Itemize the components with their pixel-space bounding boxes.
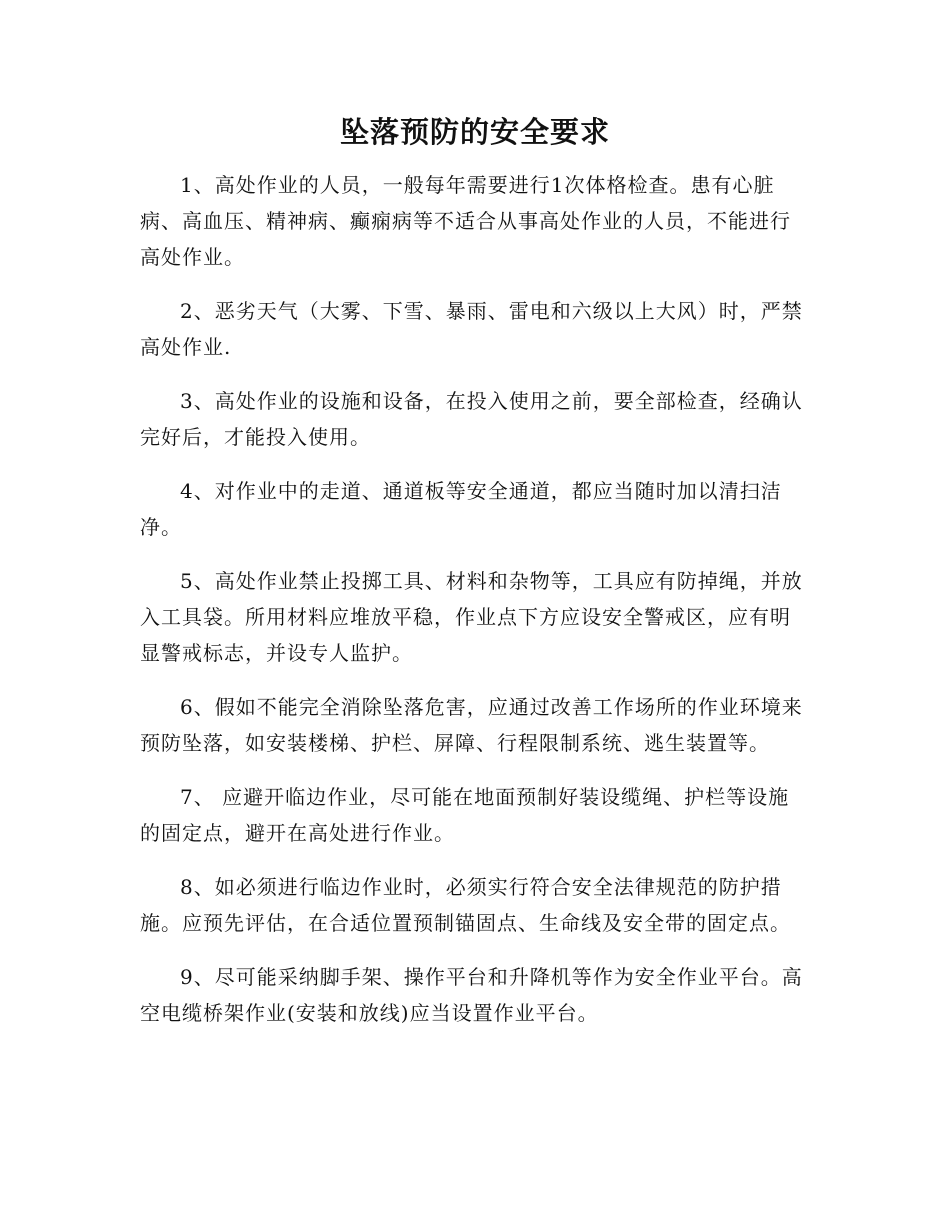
document-body (140, 167, 808, 1049)
document-title: 坠落预防的安全要求 (339, 115, 610, 149)
paragraph-6: 6、假如不能完全消除坠落危害，应通过改善工作场所的作业环境来预防坠落，如安装楼梯、护栏、屏障、行程限制系统、逃生装置等。 (140, 695, 803, 755)
paragraph-1: 1、高处作业的人员，一般每年需要进行1次体格检查。患有心脏病、高血压、精神病、癫痫病等不适合从事高处作业的人员，不能进行高处作业。 (140, 173, 791, 269)
paragraph-2: 2、恶劣天气（大雾、下雪、暴雨、雷电和六级以上大风）时，严禁高处作业. (140, 299, 803, 359)
paragraph-3: 3、高处作业的设施和设备，在投入使用之前，要全部检查，经确认完好后，才能投入使用。 (140, 389, 803, 449)
paragraph-7: 7、 应避开临边作业，尽可能在地面预制好装设缆绳、护栏等设施的固定点，避开在高处进行作业。 (140, 785, 790, 845)
paragraph-4: 4、对作业中的走道、通道板等安全通道，都应当随时加以清扫洁净。 (140, 479, 782, 539)
paragraph-8: 8、如必须进行临边作业时，必须实行符合安全法律规范的防护措施。应预先评估，在合适位置预制锚固点、生命线及安全带的固定点。 (140, 875, 791, 935)
paragraph-9: 9、尽可能采纳脚手架、操作平台和升降机等作为安全作业平台。高空电缆桥架作业(安装和放线)应当设置作业平台。 (140, 965, 803, 1025)
paragraph-5: 5、高处作业禁止投掷工具、材料和杂物等，工具应有防掉绳，并放入工具袋。所用材料应堆放平稳，作业点下方应设安全警戒区，应有明显警戒标志，并设专人监护。 (140, 569, 803, 665)
